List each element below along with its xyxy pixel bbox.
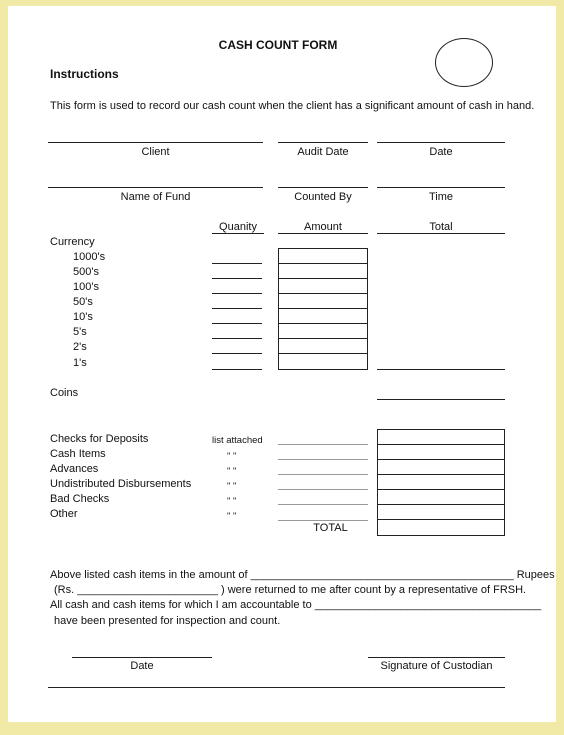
client-label: Client bbox=[141, 146, 170, 158]
signature-date-label: Date bbox=[130, 660, 154, 672]
quanity-line[interactable] bbox=[212, 369, 262, 370]
quanity-line[interactable] bbox=[212, 308, 262, 309]
denomination-label: 50's bbox=[73, 296, 93, 308]
declaration-text: All cash and cash items for which I am accountable to bbox=[50, 599, 312, 611]
grand-total-cell[interactable] bbox=[377, 519, 505, 536]
accountable-to-blank[interactable]: _____________________________________ bbox=[314, 599, 542, 611]
quanity-line[interactable] bbox=[212, 263, 262, 264]
item-amount-line[interactable] bbox=[278, 489, 368, 490]
declaration-line-1 bbox=[50, 569, 555, 582]
total-column-header: Total bbox=[429, 221, 453, 233]
name-of-fund-line[interactable] bbox=[48, 187, 263, 188]
ditto-mark: " " bbox=[227, 511, 237, 522]
denomination-label: 2's bbox=[73, 341, 87, 353]
total-label: TOTAL bbox=[313, 522, 348, 534]
denomination-label: 100's bbox=[73, 281, 99, 293]
item-total-cell[interactable] bbox=[377, 489, 505, 505]
item-total-cell[interactable] bbox=[377, 459, 505, 475]
amount-cell[interactable] bbox=[278, 323, 368, 339]
item-label: Bad Checks bbox=[50, 493, 110, 505]
denomination-label: 5's bbox=[73, 326, 87, 338]
declaration-text: Above listed cash items in the amount of bbox=[50, 569, 248, 581]
quanity-line[interactable] bbox=[212, 338, 262, 339]
cash-count-form bbox=[8, 6, 556, 722]
amount-cell[interactable] bbox=[278, 338, 368, 354]
declaration-text: (Rs. bbox=[54, 584, 75, 596]
amount-figures-blank[interactable]: _______________________ bbox=[77, 584, 218, 596]
denomination-label: 1's bbox=[73, 357, 87, 369]
counted-by-label: Counted By bbox=[294, 191, 352, 203]
item-amount-line[interactable] bbox=[278, 504, 368, 505]
ditto-mark: " " bbox=[227, 496, 237, 507]
coins-total-line[interactable] bbox=[377, 399, 505, 400]
client-line[interactable] bbox=[48, 142, 263, 143]
amount-cell[interactable] bbox=[278, 248, 368, 264]
currency-label: Currency bbox=[50, 236, 95, 248]
item-label: Checks for Deposits bbox=[50, 433, 149, 445]
amount-cell[interactable] bbox=[278, 308, 368, 324]
audit-date-line[interactable] bbox=[278, 142, 368, 143]
denomination-label: 1000's bbox=[73, 251, 106, 263]
quanity-line[interactable] bbox=[212, 293, 262, 294]
amount-cell[interactable] bbox=[278, 278, 368, 294]
seal-circle bbox=[435, 38, 493, 87]
item-amount-line[interactable] bbox=[278, 444, 368, 445]
custodian-signature-line[interactable] bbox=[368, 657, 505, 658]
item-total-cell[interactable] bbox=[377, 474, 505, 490]
amount-cell[interactable] bbox=[278, 293, 368, 309]
item-label: Advances bbox=[50, 463, 99, 475]
coins-label: Coins bbox=[50, 387, 79, 399]
quanity-line[interactable] bbox=[212, 323, 262, 324]
instructions-heading: Instructions bbox=[50, 67, 119, 81]
name-of-fund-label: Name of Fund bbox=[120, 191, 191, 203]
declaration-line-2 bbox=[54, 584, 526, 597]
declaration-line-4: have been presented for inspection and count. bbox=[54, 615, 281, 627]
counted-by-line[interactable] bbox=[278, 187, 368, 188]
date-line[interactable] bbox=[377, 142, 505, 143]
amount-header-rule bbox=[278, 233, 368, 234]
item-amount-line[interactable] bbox=[278, 520, 368, 521]
amount-cell[interactable] bbox=[278, 263, 368, 279]
form-title: CASH COUNT FORM bbox=[218, 38, 338, 52]
declaration-text: Rupees bbox=[516, 569, 555, 581]
item-amount-line[interactable] bbox=[278, 474, 368, 475]
signature-date-line[interactable] bbox=[72, 657, 212, 658]
currency-total-line[interactable] bbox=[377, 369, 505, 370]
item-amount-line[interactable] bbox=[278, 459, 368, 460]
amount-column-header: Amount bbox=[304, 221, 342, 233]
quanity-line[interactable] bbox=[212, 278, 262, 279]
item-total-cell[interactable] bbox=[377, 444, 505, 460]
declaration-line-3 bbox=[50, 599, 541, 612]
ditto-mark: " " bbox=[227, 466, 237, 477]
amount-cell[interactable] bbox=[278, 353, 368, 370]
ditto-mark: " " bbox=[227, 451, 237, 462]
list-attached-note: list attached bbox=[212, 435, 263, 446]
date-label: Date bbox=[429, 146, 453, 158]
instructions-text: This form is used to record our cash count when the client has a significant amount of cash in hand. bbox=[50, 100, 535, 112]
item-total-cell[interactable] bbox=[377, 429, 505, 445]
item-label: Cash Items bbox=[50, 448, 106, 460]
time-label: Time bbox=[428, 191, 454, 203]
footer-rule bbox=[48, 687, 505, 688]
denomination-label: 10's bbox=[73, 311, 93, 323]
amount-words-blank[interactable]: ___________________________________________ bbox=[250, 569, 514, 581]
quanity-column-header: Quanity bbox=[219, 221, 257, 233]
item-label: Undistributed Disbursements bbox=[50, 478, 192, 490]
custodian-signature-label: Signature of Custodian bbox=[380, 660, 493, 672]
quanity-header-rule bbox=[212, 233, 264, 234]
ditto-mark: " " bbox=[227, 481, 237, 492]
item-total-cell[interactable] bbox=[377, 504, 505, 520]
audit-date-label: Audit Date bbox=[297, 146, 349, 158]
time-line[interactable] bbox=[377, 187, 505, 188]
declaration-text: ) were returned to me after count by a representative of FRSH. bbox=[221, 584, 527, 596]
total-header-rule bbox=[377, 233, 505, 234]
item-label: Other bbox=[50, 508, 78, 520]
denomination-label: 500's bbox=[73, 266, 99, 278]
quanity-line[interactable] bbox=[212, 353, 262, 354]
